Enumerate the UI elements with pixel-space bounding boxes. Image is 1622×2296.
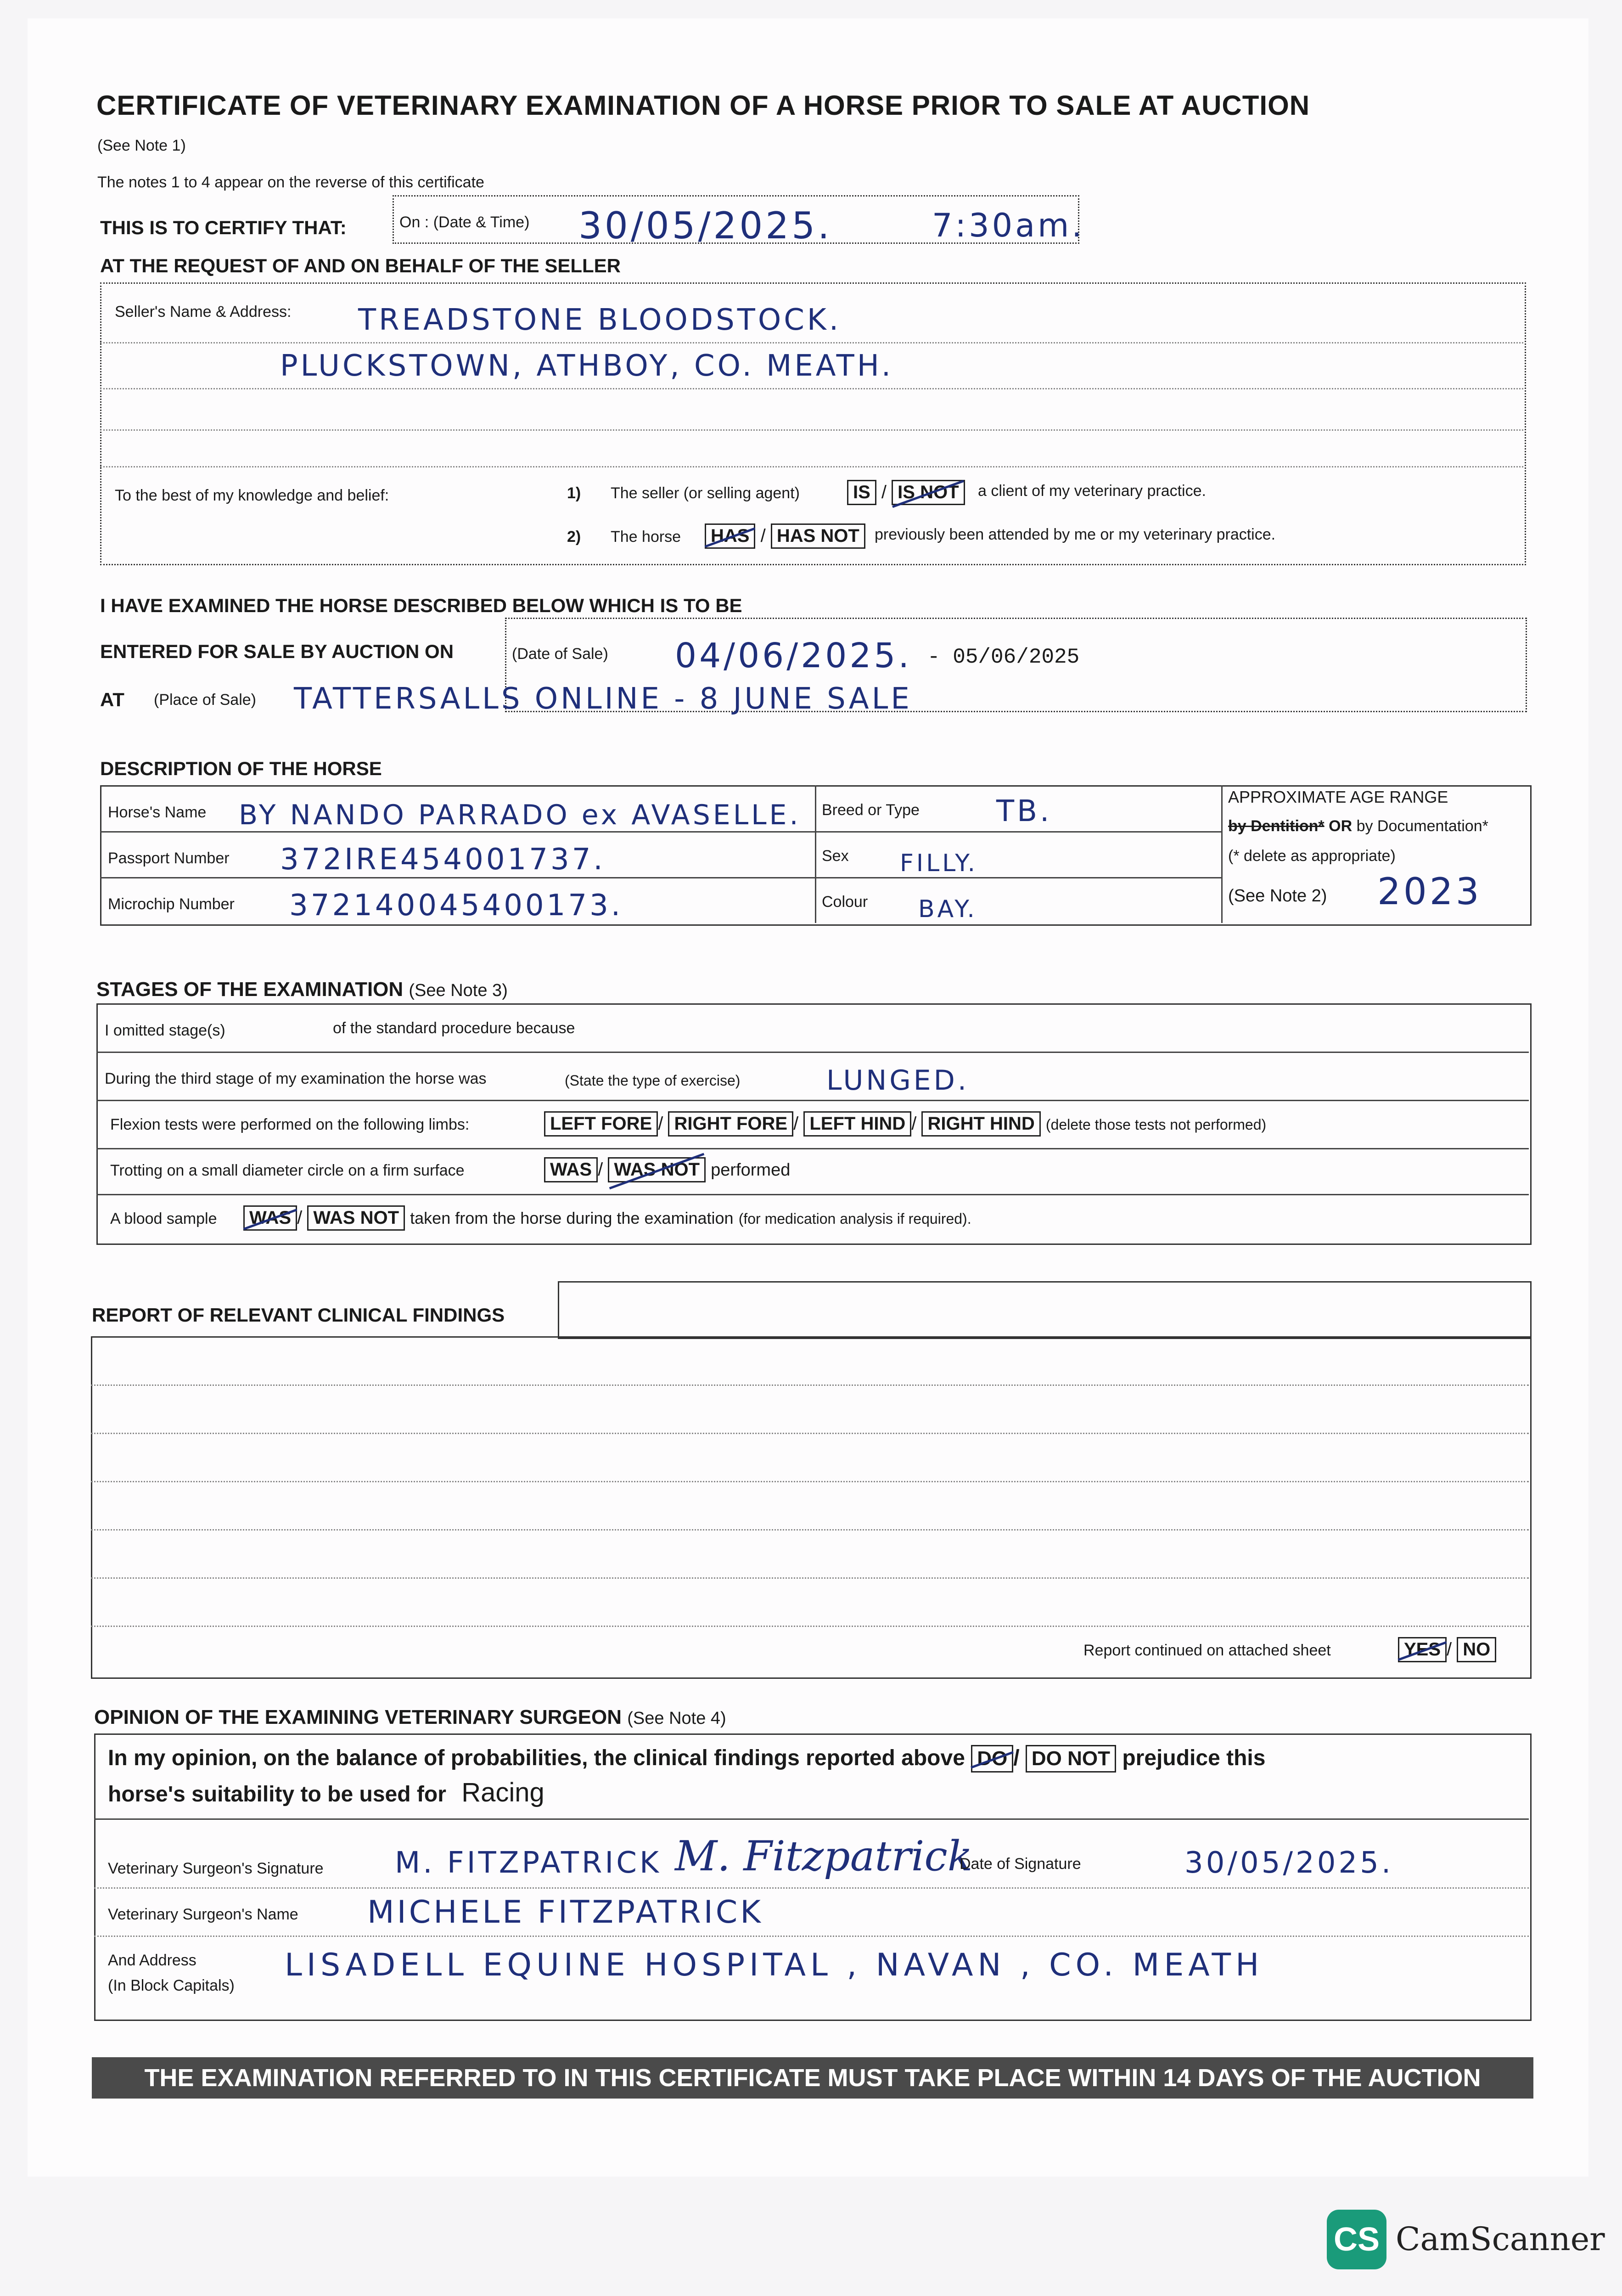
blood-post: taken from the horse during the examination	[410, 1209, 734, 1227]
age-value: 2023	[1377, 870, 1482, 913]
request-line: AT THE REQUEST OF AND ON BEHALF OF THE SELLER	[100, 255, 621, 276]
continued-label: Report continued on attached sheet	[1083, 1642, 1331, 1659]
age-or: OR	[1329, 817, 1353, 835]
sale-date-label: (Date of Sale)	[512, 645, 608, 663]
desc-row-2	[100, 877, 1221, 878]
seller-address: PLUCKSTOWN, ATHBOY, CO. MEATH.	[280, 349, 894, 383]
opinion-do-not: DO NOT	[1026, 1745, 1116, 1773]
colour-label: Colour	[822, 893, 868, 911]
address-value: LISADELL EQUINE HOSPITAL , NAVAN , CO. MEATH	[285, 1947, 1264, 1983]
horse-name: BY NANDO PARRADO ex AVASELLE.	[239, 799, 801, 831]
opinion-do: DO	[971, 1745, 1013, 1773]
blood-note: (for medication analysis if required).	[738, 1210, 971, 1227]
at-label: AT	[100, 689, 124, 710]
omitted-post: of the standard procedure because	[333, 1019, 575, 1037]
place-label: (Place of Sale)	[154, 691, 256, 709]
trotting-label: Trotting on a small diameter circle on a firm surface	[110, 1162, 465, 1179]
age-by-doc: by Documentation*	[1356, 817, 1488, 835]
continued-no: NO	[1457, 1637, 1496, 1662]
seller-is-not-option: IS NOT	[892, 480, 965, 505]
exam-time: 7:30am.	[932, 207, 1085, 244]
item1-num: 1)	[567, 484, 581, 502]
date-sig-value: 30/05/2025.	[1184, 1846, 1394, 1880]
omitted-pre: I omitted stage(s)	[105, 1022, 225, 1039]
certify-label: THIS IS TO CERTIFY THAT:	[100, 217, 347, 238]
third-stage-note: (State the type of exercise)	[565, 1072, 741, 1089]
microchip-number: 372140045400173.	[289, 889, 623, 923]
flexion-right-fore: RIGHT FORE	[668, 1111, 793, 1137]
stages-row-2	[96, 1100, 1529, 1101]
address-note: (In Block Capitals)	[108, 1977, 235, 1994]
flexion-note: (delete those tests not performed)	[1045, 1116, 1267, 1133]
notes-line: The notes 1 to 4 appear on the reverse of this certificate	[97, 174, 484, 191]
signature-label: Veterinary Surgeon's Signature	[108, 1860, 324, 1877]
findings-line-1	[91, 1384, 1529, 1386]
vet-name-value: MICHELE FITZPATRICK	[367, 1894, 763, 1930]
age-by-dentition: by Dentition*	[1228, 817, 1325, 835]
age-heading: APPROXIMATE AGE RANGE	[1228, 788, 1448, 806]
findings-line-6	[91, 1626, 1529, 1627]
breed-value: TB.	[996, 794, 1052, 828]
seller-line-1	[100, 342, 1523, 343]
desc-row-1	[100, 831, 1221, 833]
trotting-post: performed	[711, 1160, 791, 1180]
address-label: And Address	[108, 1952, 196, 1969]
flexion-left-fore: LEFT FORE	[544, 1111, 658, 1137]
blood-was: WAS	[243, 1205, 297, 1231]
horse-has-not-option: HAS NOT	[771, 523, 865, 549]
trotting-was-not: WAS NOT	[608, 1157, 706, 1182]
horse-name-label: Horse's Name	[108, 804, 207, 821]
seller-line-4	[100, 466, 1523, 467]
opinion-line-2: horse's suitability to be used for	[108, 1782, 446, 1806]
findings-line-4	[91, 1529, 1529, 1531]
seller-name: TREADSTONE BLOODSTOCK.	[358, 303, 842, 337]
sex-label: Sex	[822, 847, 849, 865]
findings-line-5	[91, 1577, 1529, 1579]
entered-label: ENTERED FOR SALE BY AUCTION ON	[100, 641, 454, 662]
passport-number: 372IRE454001737.	[280, 843, 606, 877]
blood-label: A blood sample	[110, 1210, 217, 1227]
microchip-label: Microchip Number	[108, 895, 235, 913]
vet-name-label: Veterinary Surgeon's Name	[108, 1906, 298, 1923]
sig-line	[94, 1887, 1529, 1889]
flexion-label: Flexion tests were performed on the following limbs:	[110, 1116, 470, 1133]
trotting-was: WAS	[544, 1157, 598, 1182]
desc-divider-1	[815, 785, 816, 923]
on-date-label: On : (Date & Time)	[399, 214, 530, 231]
opinion-divider	[94, 1818, 1529, 1820]
opinion-note: (See Note 4)	[627, 1709, 726, 1728]
blood-was-not: WAS NOT	[307, 1205, 405, 1231]
third-stage-label: During the third stage of my examination the horse was	[105, 1070, 487, 1087]
see-note-1: (See Note 1)	[97, 137, 186, 154]
camscanner-text: CamScanner	[1396, 2220, 1605, 2258]
item1-post: a client of my veterinary practice.	[978, 482, 1206, 500]
date-sig-label: Date of Signature	[960, 1855, 1081, 1873]
stages-heading: STAGES OF THE EXAMINATION	[96, 978, 404, 1001]
seller-line-3	[100, 429, 1523, 431]
colour-value: BAY.	[918, 895, 977, 923]
description-heading: DESCRIPTION OF THE HORSE	[100, 758, 382, 779]
findings-line-3	[91, 1481, 1529, 1482]
flexion-right-hind: RIGHT HIND	[921, 1111, 1040, 1137]
findings-heading: REPORT OF RELEVANT CLINICAL FINDINGS	[92, 1304, 505, 1326]
passport-label: Passport Number	[108, 850, 230, 867]
certificate-title: CERTIFICATE OF VETERINARY EXAMINATION OF A HORSE PRIOR TO SALE AT AUCTION	[96, 90, 1310, 121]
horse-has-option: HAS	[705, 523, 755, 549]
signature-value: M. FITZPATRICK	[395, 1846, 662, 1880]
third-stage-value: LUNGED.	[826, 1064, 969, 1097]
flexion-options: LEFT FORE / RIGHT FORE / LEFT HIND / RIGHT HIND (delete those tests not performed)	[544, 1111, 1266, 1137]
camscanner-logo-icon: CS	[1327, 2210, 1386, 2269]
stages-row-4	[96, 1194, 1529, 1195]
sale-heading: I HAVE EXAMINED THE HORSE DESCRIBED BELOW WHICH IS TO BE	[100, 595, 742, 616]
findings-box	[91, 1336, 1532, 1679]
breed-label: Breed or Type	[822, 801, 920, 819]
sale-place: TATTERSALLS ONLINE - 8 JUNE SALE	[294, 682, 912, 716]
stages-row-1	[96, 1052, 1529, 1053]
findings-header-box	[558, 1281, 1532, 1339]
flexion-left-hind: LEFT HIND	[803, 1111, 911, 1137]
name-line	[94, 1936, 1529, 1937]
seller-line-2	[100, 388, 1523, 389]
stages-note: (See Note 3)	[409, 981, 508, 1000]
sale-date: 04/06/2025.	[675, 636, 912, 675]
exam-date: 30/05/2025.	[578, 204, 832, 247]
continued-yes: YES	[1398, 1637, 1447, 1662]
stages-row-3	[96, 1148, 1529, 1149]
opinion-use: Racing	[461, 1778, 544, 1807]
opinion-heading: OPINION OF THE EXAMINING VETERINARY SURGEON	[94, 1706, 622, 1728]
seller-label: Seller's Name & Address:	[115, 303, 292, 321]
knowledge-label: To the best of my knowledge and belief:	[115, 487, 389, 504]
age-see-note: (See Note 2)	[1228, 886, 1327, 906]
item1-pre: The seller (or selling agent)	[611, 484, 800, 502]
item2-num: 2)	[567, 528, 581, 546]
footer-banner: THE EXAMINATION REFERRED TO IN THIS CERTIFICATE MUST TAKE PLACE WITHIN 14 DAYS OF THE AUCTION	[92, 2057, 1533, 2099]
item2-post: previously been attended by me or my veterinary practice.	[875, 526, 1276, 543]
opinion-text-pre: In my opinion, on the balance of probabilities, the clinical findings reported above	[108, 1746, 965, 1770]
age-method-line	[1228, 817, 1488, 835]
age-delete-note: (* delete as appropriate)	[1228, 847, 1396, 865]
sex-value: FILLY.	[900, 850, 978, 877]
findings-line-2	[91, 1433, 1529, 1434]
sale-date-extra: - 05/06/2025	[927, 645, 1080, 669]
seller-is-option: IS	[847, 480, 876, 505]
opinion-text-post: prejudice this	[1122, 1746, 1266, 1770]
opinion-line-1: In my opinion, on the balance of probabilities, the clinical findings reported above DO / DO NOT prejudice this	[108, 1745, 1265, 1773]
desc-divider-2	[1221, 785, 1223, 923]
item2-pre: The horse	[611, 528, 681, 546]
signature-scrawl: M. Fitzpatrick	[675, 1832, 973, 1880]
